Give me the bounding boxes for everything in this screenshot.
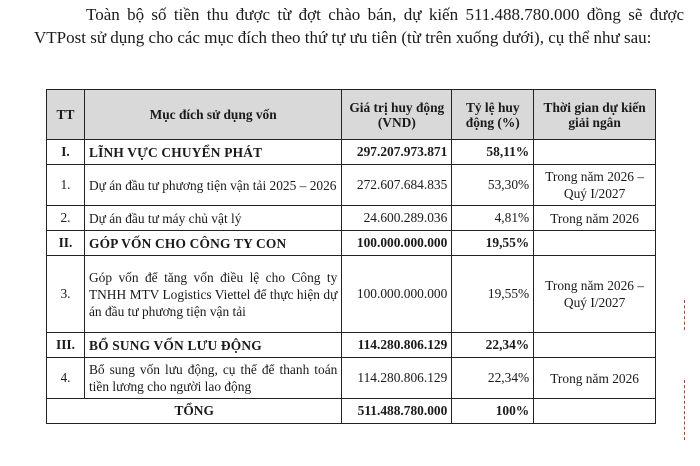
table-row xyxy=(47,165,656,206)
row-purpose: Góp vốn để tăng vốn điều lệ cho Công ty TNHH MTV Logistics Viettel để thực hiện dự án đầu tư phương tiện vận tải xyxy=(84,256,341,333)
section-row-2 xyxy=(47,231,656,256)
section-value: 114.280.806.129 xyxy=(342,333,452,358)
row-value: 24.600.289.036 xyxy=(342,206,452,231)
total-label: TỔNG xyxy=(47,399,342,424)
section-ratio: 19,55% xyxy=(452,231,534,256)
row-ratio: 53,30% xyxy=(452,165,534,206)
table-row xyxy=(47,358,656,399)
margin-annotation-mark xyxy=(684,380,697,440)
total-value: 511.488.780.000 xyxy=(342,399,452,424)
section-number: II. xyxy=(47,231,85,256)
table-row xyxy=(47,256,656,333)
total-time xyxy=(534,399,656,424)
section-row-3 xyxy=(47,333,656,358)
header-time: Thời gian dự kiến giải ngân xyxy=(534,90,656,140)
row-number: 3. xyxy=(47,256,85,333)
section-time xyxy=(534,333,656,358)
table-header-row xyxy=(47,90,656,140)
section-value: 100.000.000.000 xyxy=(342,231,452,256)
row-ratio: 19,55% xyxy=(452,256,534,333)
section-row-1 xyxy=(47,140,656,165)
section-time xyxy=(534,140,656,165)
header-ratio: Tỷ lệ huy động (%) xyxy=(452,90,534,140)
total-row xyxy=(47,399,656,424)
section-ratio: 22,34% xyxy=(452,333,534,358)
row-purpose: Dự án đầu tư máy chủ vật lý xyxy=(84,206,341,231)
margin-annotation-mark xyxy=(684,300,697,330)
row-value: 272.607.684.835 xyxy=(342,165,452,206)
total-ratio: 100% xyxy=(452,399,534,424)
capital-allocation-table xyxy=(46,89,656,424)
row-number: 1. xyxy=(47,165,85,206)
row-time: Trong năm 2026 – Quý I/2027 xyxy=(534,165,656,206)
section-value: 297.207.973.871 xyxy=(342,140,452,165)
row-ratio: 22,34% xyxy=(452,358,534,399)
header-value: Giá trị huy động (VND) xyxy=(342,90,452,140)
row-time: Trong năm 2026 xyxy=(534,206,656,231)
section-title: LĨNH VỰC CHUYỂN PHÁT xyxy=(84,140,341,165)
section-time xyxy=(534,231,656,256)
header-purpose: Mục đích sử dụng vốn xyxy=(84,90,341,140)
row-time: Trong năm 2026 – Quý I/2027 xyxy=(534,256,656,333)
section-ratio: 58,11% xyxy=(452,140,534,165)
row-time: Trong năm 2026 xyxy=(534,358,656,399)
row-purpose: Bổ sung vốn lưu động, cụ thể để thanh toán tiền lương cho người lao động xyxy=(84,358,341,399)
intro-paragraph xyxy=(34,3,684,49)
row-value: 114.280.806.129 xyxy=(342,358,452,399)
row-purpose: Dự án đầu tư phương tiện vận tải 2025 – 2026 xyxy=(84,165,341,206)
table-row xyxy=(47,206,656,231)
section-title: BỔ SUNG VỐN LƯU ĐỘNG xyxy=(84,333,341,358)
section-title: GÓP VỐN CHO CÔNG TY CON xyxy=(84,231,341,256)
row-ratio: 4,81% xyxy=(452,206,534,231)
row-number: 4. xyxy=(47,358,85,399)
row-value: 100.000.000.000 xyxy=(342,256,452,333)
header-tt: TT xyxy=(47,90,85,140)
intro-text: Toàn bộ số tiền thu được từ đợt chào bán, dự kiến 511.488.780.000 đồng sẽ được VTPost sử dụng cho các mục đích theo thứ tự ưu tiên (từ trên xuống dưới), cụ thể như sau: xyxy=(34,5,684,47)
section-number: III. xyxy=(47,333,85,358)
row-number: 2. xyxy=(47,206,85,231)
section-number: I. xyxy=(47,140,85,165)
